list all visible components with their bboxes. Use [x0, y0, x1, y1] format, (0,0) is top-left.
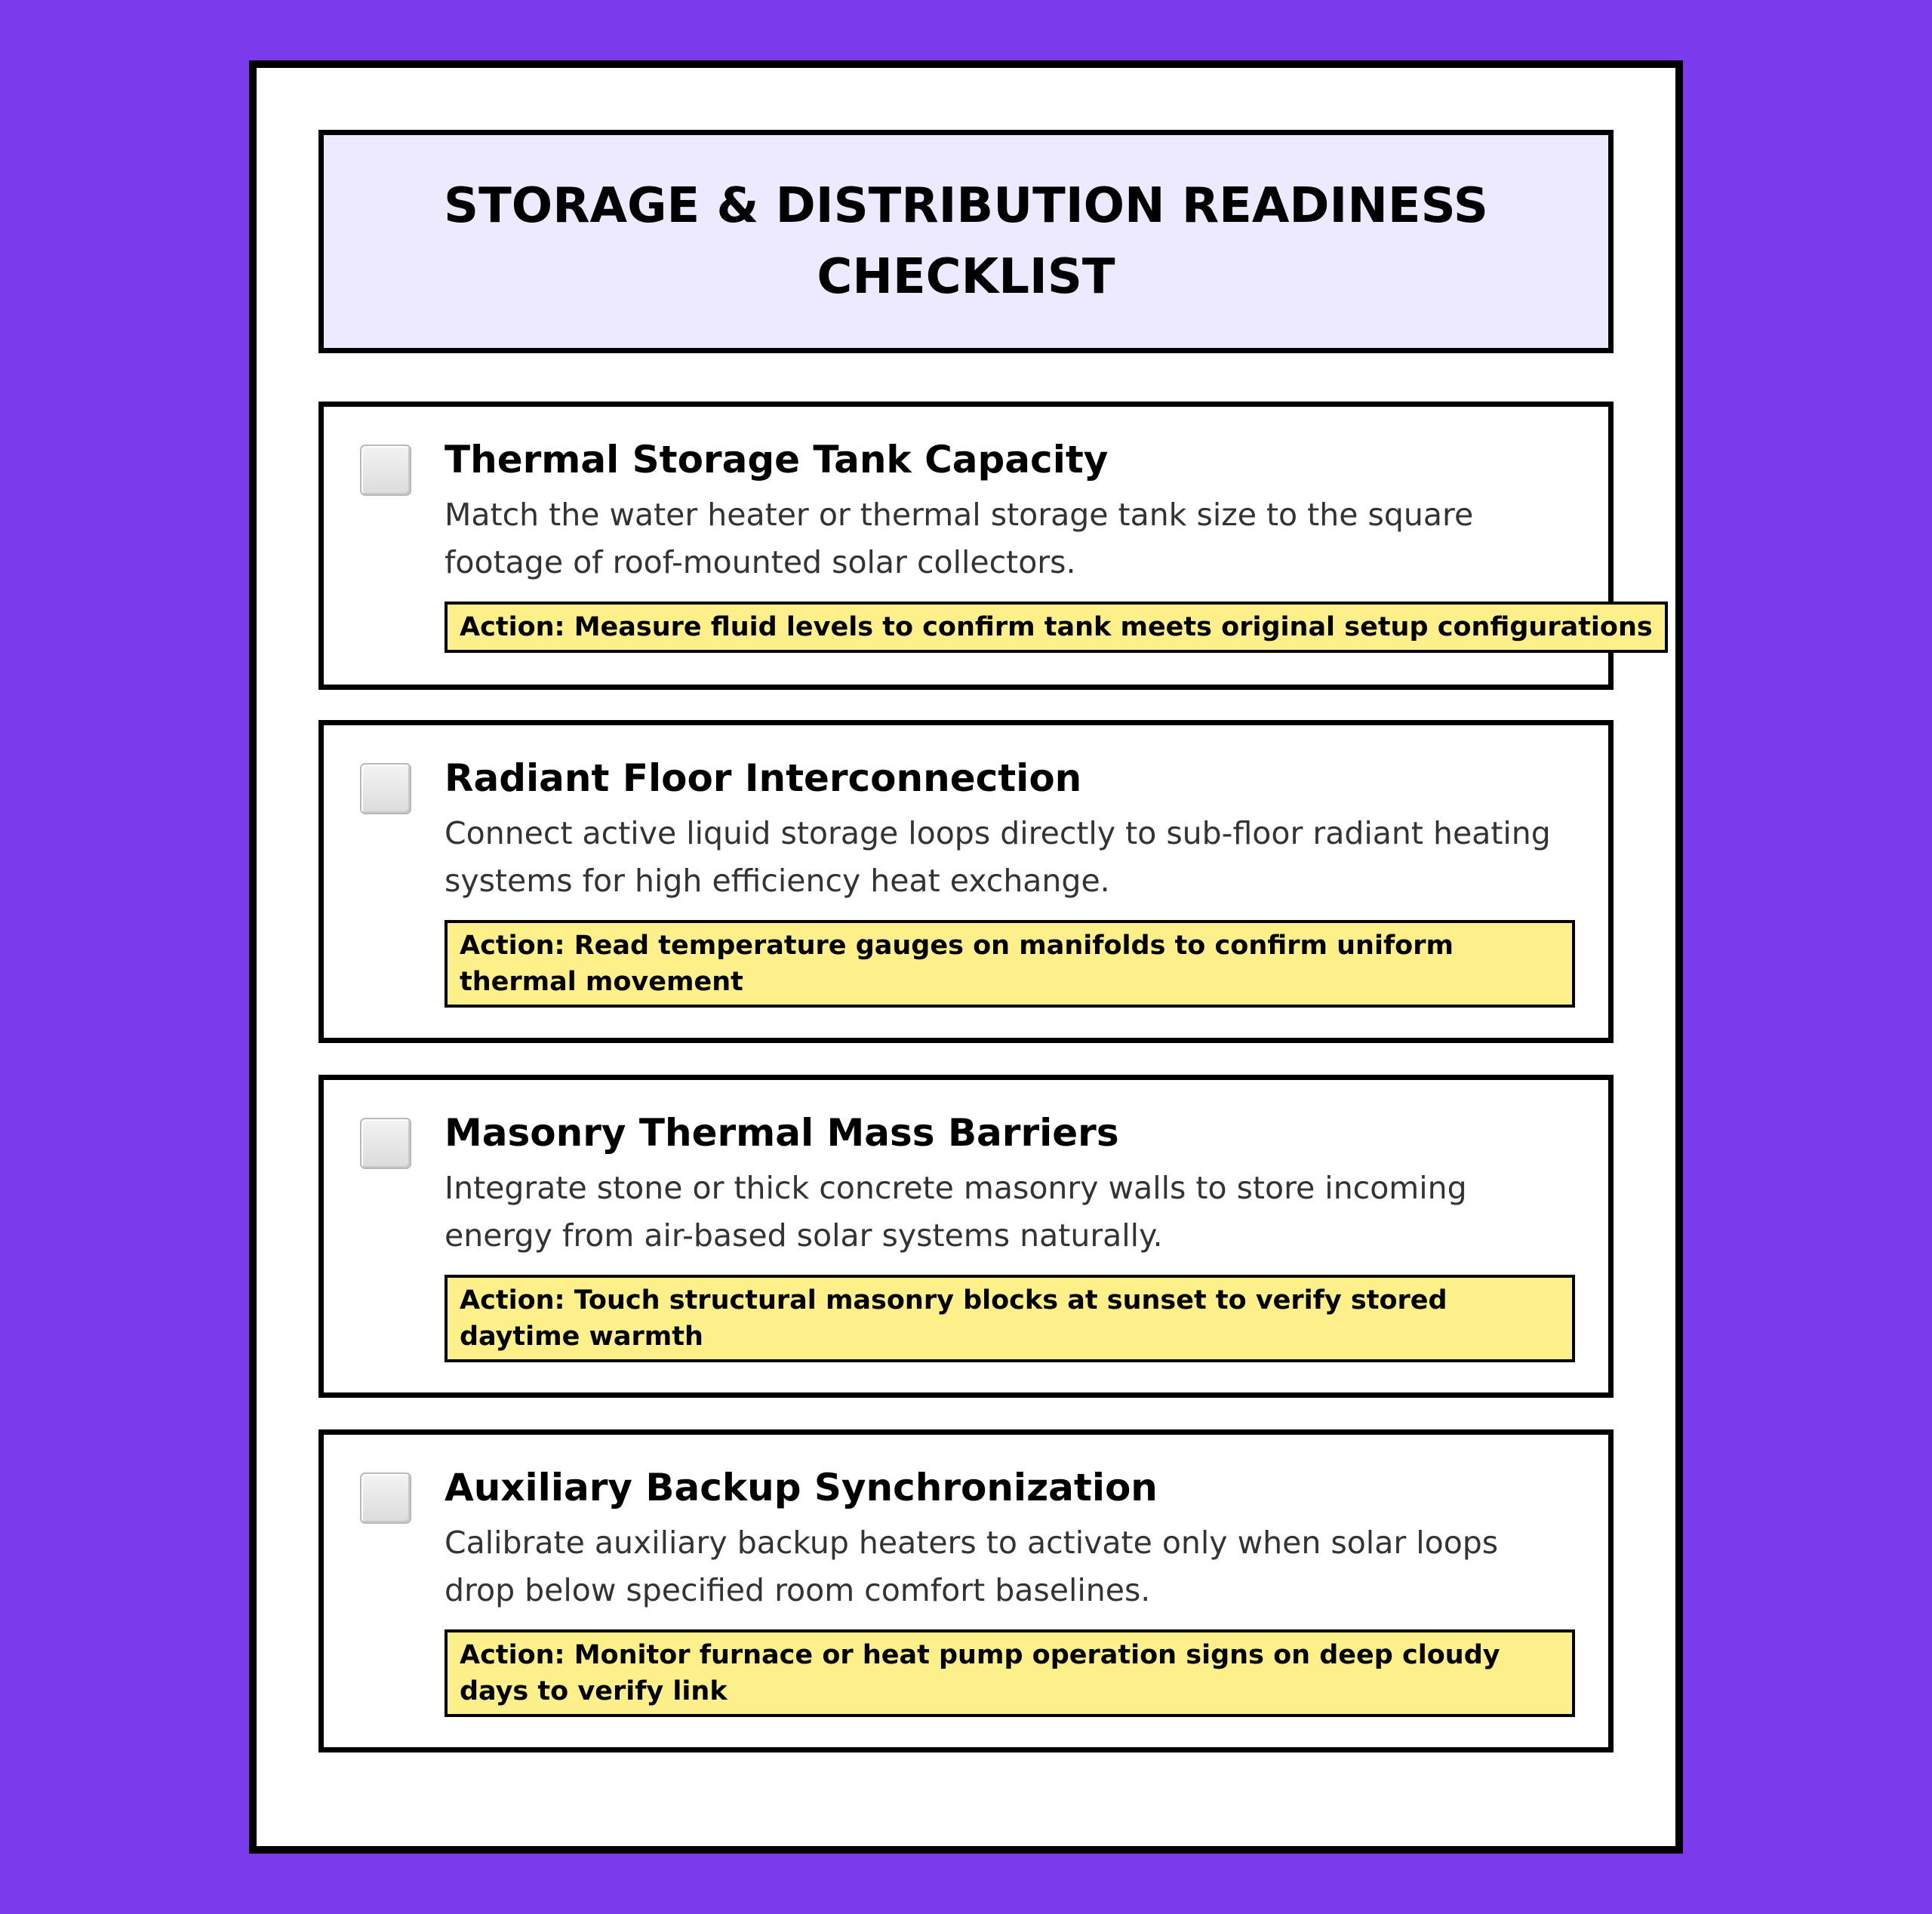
- checkbox-icon[interactable]: [360, 763, 411, 814]
- checklist-item-thermal-storage: [318, 402, 1653, 690]
- action-callout: Action: Monitor furnace or heat pump operation signs on deep cloudy days to verify link: [445, 1629, 1575, 1717]
- item-content: [445, 1109, 1578, 1362]
- title-banner: [318, 130, 1614, 353]
- item-title: Auxiliary Backup Synchronization: [445, 1466, 1158, 1509]
- item-description: Connect active liquid storage loops directly to sub-floor radiant heating systems for high efficiency heat exchange.: [445, 815, 1551, 899]
- item-title: Thermal Storage Tank Capacity: [445, 438, 1109, 482]
- item-title: Masonry Thermal Mass Barriers: [445, 1111, 1119, 1155]
- checkbox-icon[interactable]: [360, 1472, 411, 1524]
- item-content: [445, 1463, 1578, 1717]
- item-description: Integrate stone or thick concrete masonry walls to store incoming energy from air-based solar systems naturally.: [445, 1170, 1467, 1254]
- checklist-sheet: [249, 60, 1683, 1854]
- item-title: Radiant Floor Interconnection: [445, 756, 1082, 800]
- item-content: [445, 754, 1578, 1008]
- item-description: Calibrate auxiliary backup heaters to activate only when solar loops drop below specified room comfort baselines.: [445, 1525, 1499, 1608]
- action-callout: Action: Touch structural masonry blocks at sunset to verify stored daytime warmth: [445, 1275, 1575, 1362]
- checkbox-icon[interactable]: [360, 445, 411, 496]
- item-description: Match the water heater or thermal storage tank size to the square footage of roof-mounted solar collectors.: [445, 497, 1474, 580]
- checkbox-icon[interactable]: [360, 1118, 411, 1169]
- checklist-item-masonry-mass: [318, 1075, 1614, 1398]
- action-callout: Action: Read temperature gauges on manifolds to confirm uniform thermal movement: [445, 920, 1575, 1008]
- checklist-item-radiant-floor: [318, 720, 1614, 1043]
- checklist-item-auxiliary-backup: [318, 1429, 1614, 1752]
- action-callout: Action: Measure fluid levels to confirm tank meets original setup configurations: [445, 602, 1668, 653]
- item-content: [445, 435, 1653, 653]
- page-title: STORAGE & DISTRIBUTION READINESS CHECKLIST: [444, 178, 1488, 305]
